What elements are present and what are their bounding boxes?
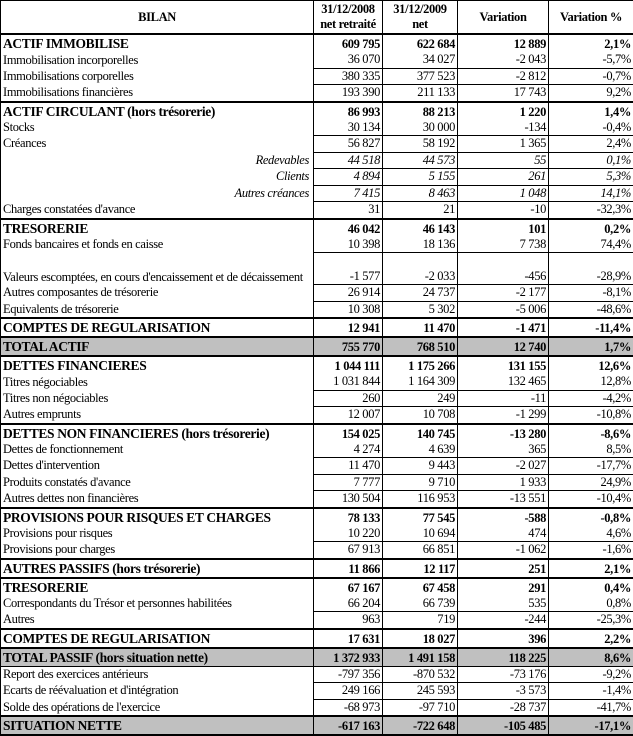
- variation: 1 933: [458, 474, 549, 491]
- variation-pct: 8,6%: [549, 648, 633, 667]
- section-row: [1, 356, 633, 374]
- value-2009: 44 573: [383, 152, 458, 169]
- row-label: Autres emprunts: [1, 407, 314, 424]
- row-label: Immobilisation incorporelles: [1, 52, 314, 68]
- value-2008: -68 973: [314, 699, 383, 716]
- variation-pct: 2,4%: [549, 136, 633, 153]
- variation-pct: 0,1%: [549, 152, 633, 169]
- value-2009: 211 133: [383, 85, 458, 102]
- value-2009: -97 710: [383, 699, 458, 716]
- item-row: [1, 285, 633, 302]
- variation: 12 740: [458, 337, 549, 356]
- row-label: COMPTES DE REGULARISATION: [1, 318, 314, 337]
- value-2009: 18 136: [383, 237, 458, 253]
- value-2008: 609 795: [314, 34, 383, 52]
- row-label: Autres: [1, 612, 314, 629]
- value-2009: 9 443: [383, 458, 458, 475]
- value-2008: 7 777: [314, 474, 383, 491]
- variation: 1 048: [458, 185, 549, 202]
- variation-pct: 8,5%: [549, 442, 633, 458]
- variation-pct: -0,4%: [549, 120, 633, 136]
- value-2008: 4 894: [314, 169, 383, 186]
- row-label: Correspondants du Trésor et personnes habilitées: [1, 596, 314, 612]
- item-row: [1, 52, 633, 68]
- row-label: Titres non négociables: [1, 390, 314, 407]
- value-2008: 963: [314, 612, 383, 629]
- row-label: Créances: [1, 136, 314, 153]
- value-2009: 30 000: [383, 120, 458, 136]
- variation-pct: -17,7%: [549, 458, 633, 475]
- variation-pct: 0,2%: [549, 219, 633, 237]
- table-body: [1, 34, 633, 735]
- variation-pct: 24,9%: [549, 474, 633, 491]
- value-2009: -870 532: [383, 666, 458, 683]
- section-row: [1, 34, 633, 52]
- variation-pct: 12,6%: [549, 356, 633, 374]
- variation-pct: -8,1%: [549, 285, 633, 302]
- row-label: ACTIF IMMOBILISE: [1, 34, 314, 52]
- variation: 7 738: [458, 237, 549, 253]
- row-label: Autres composantes de trésorerie: [1, 285, 314, 302]
- value-2008: 4 274: [314, 442, 383, 458]
- row-label: Immobilisations corporelles: [1, 68, 314, 85]
- value-2009: 622 684: [383, 34, 458, 52]
- value-2009: 58 192: [383, 136, 458, 153]
- value-2008: 44 518: [314, 152, 383, 169]
- value-2008: 86 993: [314, 102, 383, 120]
- variation: 474: [458, 526, 549, 542]
- variation: 291: [458, 578, 549, 596]
- sub-row: [1, 185, 633, 202]
- row-label: Immobilisations financières: [1, 85, 314, 102]
- item-row: [1, 136, 633, 153]
- value-2008: 12 941: [314, 318, 383, 337]
- header-variation-pct: Variation %: [549, 1, 633, 35]
- sub-row: [1, 152, 633, 169]
- section-row: [1, 424, 633, 442]
- value-2009: 46 143: [383, 219, 458, 237]
- variation: -13 551: [458, 491, 549, 508]
- item-row: [1, 596, 633, 612]
- variation: -105 485: [458, 716, 549, 735]
- header-2009-date: 31/12/2009: [393, 2, 446, 16]
- value-2008: 1 372 933: [314, 648, 383, 667]
- row-label: DETTES FINANCIERES: [1, 356, 314, 374]
- section-row: [1, 219, 633, 237]
- item-row: [1, 491, 633, 508]
- variation: 17 743: [458, 85, 549, 102]
- row-label: Redevables: [1, 152, 314, 169]
- value-2008: 1 044 111: [314, 356, 383, 374]
- variation: -2 043: [458, 52, 549, 68]
- value-2008: -797 356: [314, 666, 383, 683]
- row-label: Stocks: [1, 120, 314, 136]
- value-2008: 130 504: [314, 491, 383, 508]
- value-2009: 1 491 158: [383, 648, 458, 667]
- variation: -10: [458, 202, 549, 219]
- value-2008: 260: [314, 390, 383, 407]
- variation: -1 299: [458, 407, 549, 424]
- value-2008: 78 133: [314, 508, 383, 526]
- item-row: [1, 301, 633, 318]
- value-2009: 245 593: [383, 683, 458, 700]
- variation-pct: 1,4%: [549, 102, 633, 120]
- variation: -3 573: [458, 683, 549, 700]
- variation: -456: [458, 253, 549, 285]
- section-row: [1, 102, 633, 120]
- header-variation: Variation: [458, 1, 549, 35]
- value-2008: 11 866: [314, 559, 383, 578]
- value-2009: 768 510: [383, 337, 458, 356]
- value-2008: 1 031 844: [314, 374, 383, 390]
- item-row: [1, 542, 633, 559]
- value-2009: -2 033: [383, 253, 458, 285]
- variation: 12 889: [458, 34, 549, 52]
- value-2008: 249 166: [314, 683, 383, 700]
- value-2009: 5 302: [383, 301, 458, 318]
- row-label: TRESORERIE: [1, 219, 314, 237]
- value-2009: 12 117: [383, 559, 458, 578]
- item-row: [1, 612, 633, 629]
- variation-pct: -4,2%: [549, 390, 633, 407]
- row-label: Provisions pour charges: [1, 542, 314, 559]
- variation-pct: 0,4%: [549, 578, 633, 596]
- total-row: [1, 716, 633, 735]
- variation-pct: -10,8%: [549, 407, 633, 424]
- item-row: [1, 202, 633, 219]
- value-2008: 755 770: [314, 337, 383, 356]
- variation-pct: -1,4%: [549, 683, 633, 700]
- value-2009: 1 175 266: [383, 356, 458, 374]
- variation: 396: [458, 629, 549, 648]
- value-2008: 154 025: [314, 424, 383, 442]
- row-label: Produits constatés d'avance: [1, 474, 314, 491]
- variation-pct: -17,1%: [549, 716, 633, 735]
- variation-pct: -9,2%: [549, 666, 633, 683]
- value-2009: 1 164 309: [383, 374, 458, 390]
- variation: 365: [458, 442, 549, 458]
- value-2009: 66 851: [383, 542, 458, 559]
- value-2008: 66 204: [314, 596, 383, 612]
- value-2009: 66 739: [383, 596, 458, 612]
- header-bilan: BILAN: [1, 1, 314, 35]
- value-2008: 17 631: [314, 629, 383, 648]
- variation: 251: [458, 559, 549, 578]
- value-2008: 10 220: [314, 526, 383, 542]
- value-2008: 46 042: [314, 219, 383, 237]
- value-2008: 56 827: [314, 136, 383, 153]
- value-2008: 31: [314, 202, 383, 219]
- variation-pct: 9,2%: [549, 85, 633, 102]
- value-2008: 26 914: [314, 285, 383, 302]
- row-label: SITUATION NETTE: [1, 716, 314, 735]
- row-label: Clients: [1, 169, 314, 186]
- variation: 55: [458, 152, 549, 169]
- row-label: DETTES NON FINANCIERES (hors trésorerie): [1, 424, 314, 442]
- value-2008: 7 415: [314, 185, 383, 202]
- value-2009: 77 545: [383, 508, 458, 526]
- variation-pct: 1,7%: [549, 337, 633, 356]
- variation: -13 280: [458, 424, 549, 442]
- value-2008: 10 398: [314, 237, 383, 253]
- header-2009-sub: net: [412, 17, 428, 31]
- item-row: [1, 374, 633, 390]
- variation: -244: [458, 612, 549, 629]
- variation: 261: [458, 169, 549, 186]
- row-label: Solde des opérations de l'exercice: [1, 699, 314, 716]
- variation: -2 177: [458, 285, 549, 302]
- row-label: Charges constatées d'avance: [1, 202, 314, 219]
- value-2009: 719: [383, 612, 458, 629]
- row-label: PROVISIONS POUR RISQUES ET CHARGES: [1, 508, 314, 526]
- value-2009: 140 745: [383, 424, 458, 442]
- variation-pct: -0,8%: [549, 508, 633, 526]
- variation-pct: 2,1%: [549, 559, 633, 578]
- variation: 131 155: [458, 356, 549, 374]
- value-2008: 12 007: [314, 407, 383, 424]
- variation: -1 471: [458, 318, 549, 337]
- variation-pct: -10,4%: [549, 491, 633, 508]
- value-2009: 88 213: [383, 102, 458, 120]
- variation: -134: [458, 120, 549, 136]
- total-row: [1, 337, 633, 356]
- value-2008: -1 577: [314, 253, 383, 285]
- variation-pct: 2,1%: [549, 34, 633, 52]
- variation-pct: 74,4%: [549, 237, 633, 253]
- sub-row: [1, 169, 633, 186]
- value-2009: 21: [383, 202, 458, 219]
- variation: 1 220: [458, 102, 549, 120]
- item-row: [1, 120, 633, 136]
- variation: -28 737: [458, 699, 549, 716]
- value-2008: 10 308: [314, 301, 383, 318]
- row-label: Equivalents de trésorerie: [1, 301, 314, 318]
- row-label: Dettes de fonctionnement: [1, 442, 314, 458]
- header-2008: [314, 1, 383, 35]
- variation-pct: -1,6%: [549, 542, 633, 559]
- variation: -588: [458, 508, 549, 526]
- value-2009: 116 953: [383, 491, 458, 508]
- value-2008: -617 163: [314, 716, 383, 735]
- variation-pct: 12,8%: [549, 374, 633, 390]
- variation: 118 225: [458, 648, 549, 667]
- row-label: TOTAL ACTIF: [1, 337, 314, 356]
- item-row: [1, 474, 633, 491]
- row-label: TOTAL PASSIF (hors situation nette): [1, 648, 314, 667]
- value-2009: 10 708: [383, 407, 458, 424]
- header-2008-date: 31/12/2008: [321, 2, 374, 16]
- variation: -73 176: [458, 666, 549, 683]
- variation-pct: 4,6%: [549, 526, 633, 542]
- variation-pct: 5,3%: [549, 169, 633, 186]
- header-2009: [383, 1, 458, 35]
- row-label: Provisions pour risques: [1, 526, 314, 542]
- item-row: [1, 390, 633, 407]
- value-2009: 34 027: [383, 52, 458, 68]
- variation-pct: 14,1%: [549, 185, 633, 202]
- value-2008: 11 470: [314, 458, 383, 475]
- item-row: [1, 526, 633, 542]
- item-row: [1, 407, 633, 424]
- header-row: [1, 1, 633, 35]
- item-row: [1, 683, 633, 700]
- value-2009: 67 458: [383, 578, 458, 596]
- row-label: COMPTES DE REGULARISATION: [1, 629, 314, 648]
- value-2008: 36 070: [314, 52, 383, 68]
- value-2009: 9 710: [383, 474, 458, 491]
- row-label: Valeurs escomptées, en cours d'encaissement et de décaissement: [1, 253, 314, 285]
- total-row: [1, 648, 633, 667]
- variation: -11: [458, 390, 549, 407]
- row-label: Dettes d'intervention: [1, 458, 314, 475]
- value-2008: 193 390: [314, 85, 383, 102]
- value-2009: 24 737: [383, 285, 458, 302]
- header-2008-sub: net retraité: [320, 17, 376, 31]
- variation: -2 812: [458, 68, 549, 85]
- value-2009: 249: [383, 390, 458, 407]
- value-2008: 30 134: [314, 120, 383, 136]
- value-2009: 18 027: [383, 629, 458, 648]
- item-row: [1, 68, 633, 85]
- row-label: TRESORERIE: [1, 578, 314, 596]
- row-label: Fonds bancaires et fonds en caisse: [1, 237, 314, 253]
- item-row: [1, 666, 633, 683]
- value-2009: 11 470: [383, 318, 458, 337]
- variation-pct: -25,3%: [549, 612, 633, 629]
- variation-pct: -41,7%: [549, 699, 633, 716]
- variation: 132 465: [458, 374, 549, 390]
- variation: -5 006: [458, 301, 549, 318]
- section-row: [1, 629, 633, 648]
- variation-pct: -5,7%: [549, 52, 633, 68]
- row-label: Ecarts de réévaluation et d'intégration: [1, 683, 314, 700]
- variation-pct: -48,6%: [549, 301, 633, 318]
- item-row: [1, 458, 633, 475]
- row-label: Titres négociables: [1, 374, 314, 390]
- value-2008: 380 335: [314, 68, 383, 85]
- item-row: [1, 237, 633, 253]
- row-label: ACTIF CIRCULANT (hors trésorerie): [1, 102, 314, 120]
- value-2008: 67 167: [314, 578, 383, 596]
- item-row: [1, 442, 633, 458]
- value-2009: 4 639: [383, 442, 458, 458]
- variation: 1 365: [458, 136, 549, 153]
- section-row: [1, 508, 633, 526]
- section-row: [1, 318, 633, 337]
- value-2009: -722 648: [383, 716, 458, 735]
- section-row: [1, 559, 633, 578]
- row-label: Report des exercices antérieurs: [1, 666, 314, 683]
- variation: -1 062: [458, 542, 549, 559]
- variation: 535: [458, 596, 549, 612]
- item-row: [1, 253, 633, 285]
- value-2008: 67 913: [314, 542, 383, 559]
- variation-pct: 2,2%: [549, 629, 633, 648]
- item-row: [1, 699, 633, 716]
- row-label: Autres créances: [1, 185, 314, 202]
- variation-pct: -28,9%: [549, 253, 633, 285]
- variation: 101: [458, 219, 549, 237]
- item-row: [1, 85, 633, 102]
- value-2009: 10 694: [383, 526, 458, 542]
- section-row: [1, 578, 633, 596]
- variation-pct: -0,7%: [549, 68, 633, 85]
- value-2009: 8 463: [383, 185, 458, 202]
- variation-pct: 0,8%: [549, 596, 633, 612]
- row-label: AUTRES PASSIFS (hors trésorerie): [1, 559, 314, 578]
- row-label: Autres dettes non financières: [1, 491, 314, 508]
- variation-pct: -32,3%: [549, 202, 633, 219]
- variation-pct: -11,4%: [549, 318, 633, 337]
- variation-pct: -8,6%: [549, 424, 633, 442]
- value-2009: 377 523: [383, 68, 458, 85]
- variation: -2 027: [458, 458, 549, 475]
- value-2009: 5 155: [383, 169, 458, 186]
